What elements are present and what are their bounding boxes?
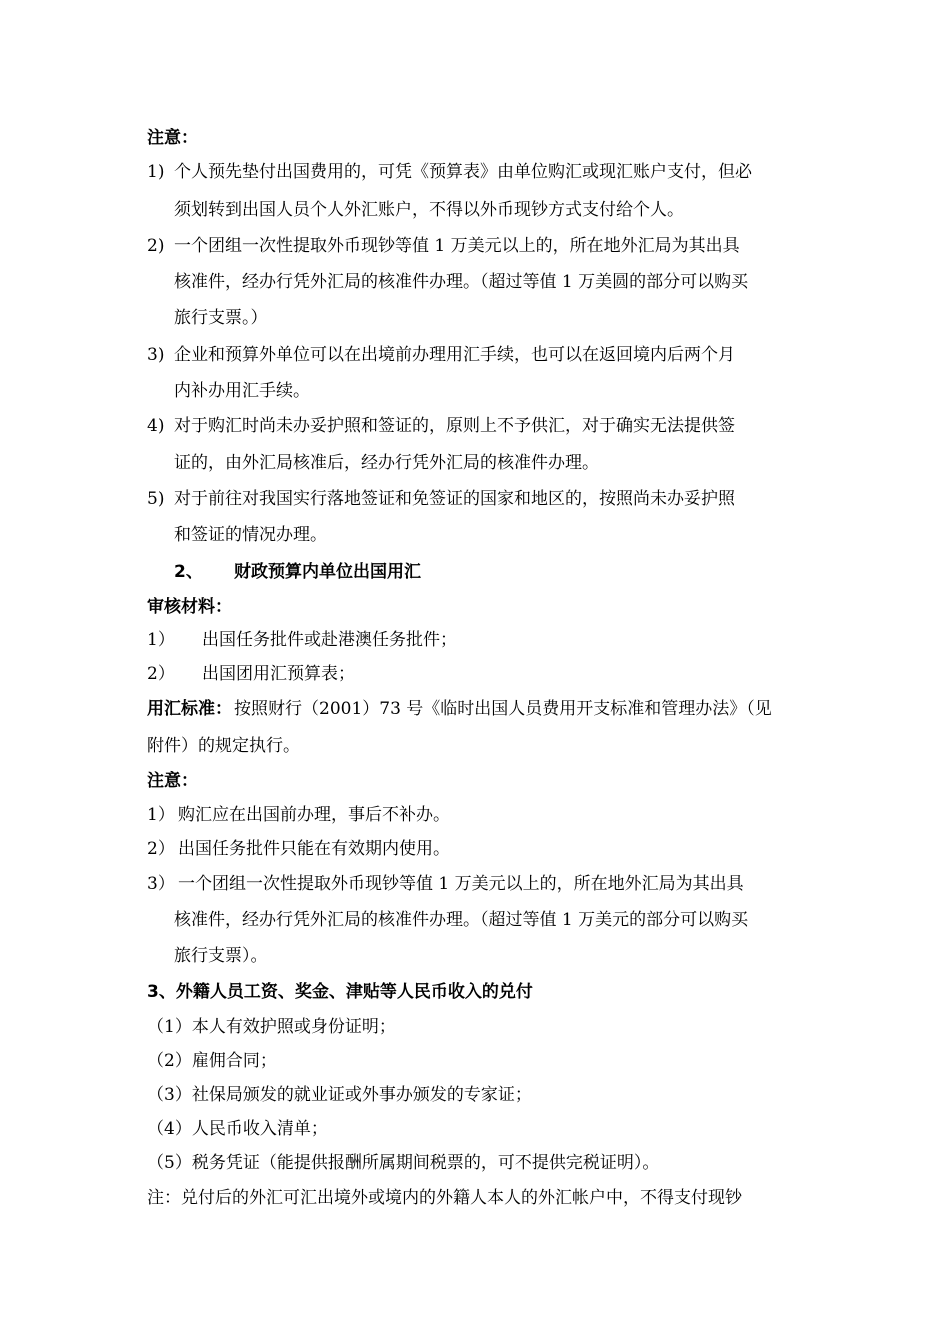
list-item-number: 2） (147, 839, 175, 859)
list-item-number: 1） (147, 630, 175, 650)
list-item-text: 对于前往对我国实行落地签证和免签证的国家和地区的，按照尚未办妥护照 (174, 489, 735, 509)
list-item-text: 旅行支票。） (174, 308, 268, 328)
list-item-number: 3） (147, 874, 175, 894)
list-item-text: 核准件，经办行凭外汇局的核准件办理。（超过等值 1 万美圆的部分可以购买 (174, 272, 749, 292)
list-item-text: 证的，由外汇局核准后，经办行凭外汇局的核准件办理。 (174, 453, 599, 473)
list-item-text: 购汇应在出国前办理，事后不补办。 (178, 805, 450, 825)
notes-heading: 注意： (147, 771, 198, 791)
list-item-text: 一个团组一次性提取外币现钞等值 1 万美元以上的，所在地外汇局为其出具 (178, 874, 744, 894)
list-item-text: 出国团用汇预算表； (202, 664, 355, 684)
list-item-text: 和签证的情况办理。 (174, 525, 327, 545)
list-item: （1）本人有效护照或身份证明； (147, 1017, 396, 1037)
final-note: 注：兑付后的外汇可汇出境外或境内的外籍人本人的外汇帐户中，不得支付现钞 (147, 1188, 742, 1208)
standard-text: 附件）的规定执行。 (147, 736, 300, 756)
list-item-text: 对于购汇时尚未办妥护照和签证的，原则上不予供汇，对于确实无法提供签 (174, 416, 735, 436)
list-item-number: 3) (147, 345, 165, 365)
standard-label: 用汇标准： (147, 699, 232, 719)
notes-heading: 注意： (147, 128, 198, 148)
list-item-number: 5) (147, 489, 165, 509)
list-item-text: 出国任务批件只能在有效期内使用。 (178, 839, 450, 859)
list-item-text: 核准件，经办行凭外汇局的核准件办理。（超过等值 1 万美元的部分可以购买 (174, 910, 749, 930)
list-item: （2）雇佣合同； (147, 1051, 277, 1071)
list-item-text: 个人预先垫付出国费用的，可凭《预算表》由单位购汇或现汇账户支付，但必 (174, 162, 752, 182)
list-item-text: 企业和预算外单位可以在出境前办理用汇手续，也可以在返回境内后两个月 (174, 345, 735, 365)
list-item-number: 2） (147, 664, 175, 684)
list-item-text: 内补办用汇手续。 (174, 381, 310, 401)
list-item-text: 一个团组一次性提取外币现钞等值 1 万美元以上的，所在地外汇局为其出具 (174, 236, 740, 256)
list-item: （5）税务凭证（能提供报酬所属期间税票的，可不提供完税证明）。 (147, 1153, 660, 1173)
section-number: 2、 (174, 562, 203, 582)
list-item-number: 4) (147, 416, 165, 436)
list-item-text: 旅行支票）。 (174, 946, 268, 966)
list-item-text: 须划转到出国人员个人外汇账户，不得以外币现钞方式支付给个人。 (174, 200, 684, 220)
section-title: 3、外籍人员工资、奖金、津贴等人民币收入的兑付 (147, 982, 533, 1002)
section-title: 财政预算内单位出国用汇 (234, 562, 421, 582)
list-item-text: 出国任务批件或赴港澳任务批件； (202, 630, 457, 650)
list-item-number: 2) (147, 236, 165, 256)
list-item-number: 1） (147, 805, 175, 825)
list-item-number: 1) (147, 162, 165, 182)
materials-heading: 审核材料： (147, 597, 232, 617)
list-item: （4）人民币收入清单； (147, 1119, 328, 1139)
standard-text: 按照财行（2001）73 号《临时出国人员费用开支标准和管理办法》（见 (234, 699, 772, 719)
list-item: （3）社保局颁发的就业证或外事办颁发的专家证； (147, 1085, 532, 1105)
